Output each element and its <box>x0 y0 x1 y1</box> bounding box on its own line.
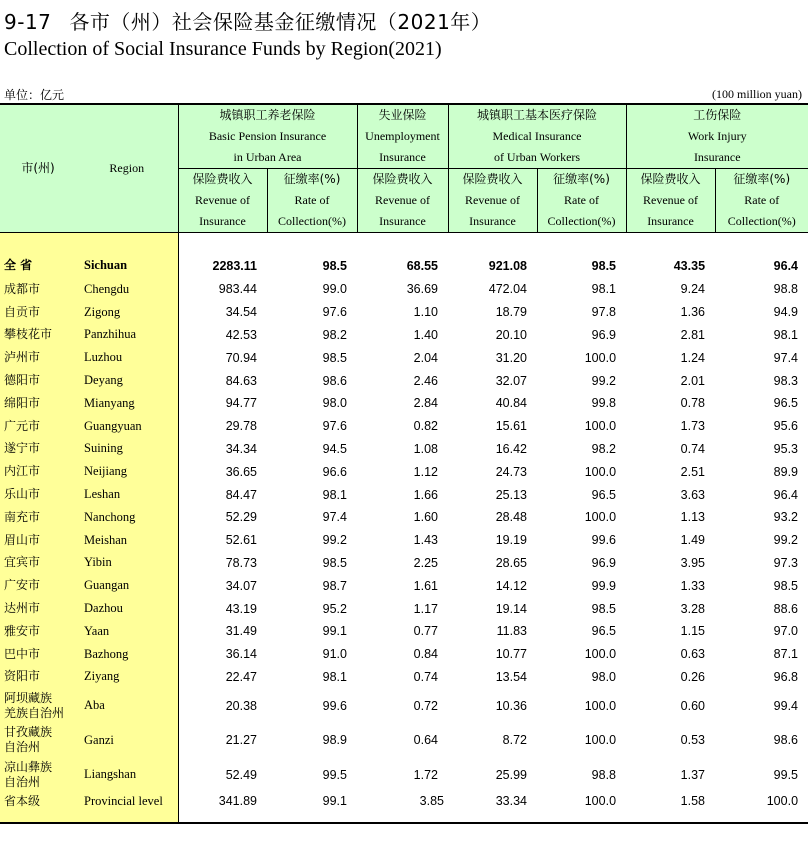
injury-rate-cell: 98.6 <box>773 733 799 748</box>
medical-rate-cell: 100.0 <box>584 510 617 525</box>
table-title-en: Collection of Social Insurance Funds by Region(2021) <box>4 38 442 60</box>
pension-revenue-cell: 36.65 <box>225 464 257 479</box>
pension-rate-cell: 97.6 <box>322 305 347 320</box>
header-city: 市(州) <box>0 104 76 232</box>
pension-revenue-cell: 34.54 <box>225 305 257 320</box>
region-name-cn: 广元市 <box>0 415 76 438</box>
region-name-en: Mianyang <box>76 392 178 415</box>
medical-revenue-cell: 11.83 <box>496 624 527 639</box>
injury-revenue-cell: 1.49 <box>680 533 706 548</box>
unemployment-revenue-cell: 36.69 <box>406 282 438 297</box>
pension-rate-cell: 99.1 <box>322 624 347 639</box>
unemployment-revenue-cell: 2.04 <box>413 350 438 365</box>
region-name-en: Zigong <box>76 301 178 324</box>
injury-rate-cell: 87.1 <box>773 647 799 662</box>
pension-revenue-cell: 22.47 <box>225 669 257 684</box>
medical-revenue-cell: 15.61 <box>495 419 527 434</box>
subheader-revenue: 保险费收入 Revenue of Insurance <box>448 169 537 233</box>
region-name-cn: 内江市 <box>0 460 76 483</box>
pension-rate-cell: 99.6 <box>322 698 347 713</box>
unit-label-en: (100 million yuan) <box>712 87 802 101</box>
pension-rate-cell: 94.5 <box>322 441 347 456</box>
table-title-cn-text: 各市（州）社会保险基金征缴情况（2021年） <box>69 10 492 34</box>
injury-revenue-cell: 1.24 <box>680 350 706 365</box>
injury-revenue-cell: 0.60 <box>680 698 706 713</box>
injury-revenue-cell: 0.78 <box>680 396 706 411</box>
medical-rate-cell: 100.0 <box>537 792 626 823</box>
region-name-cn: 广安市 <box>0 574 76 597</box>
pension-revenue-cell: 42.53 <box>225 327 257 342</box>
header-region: Region <box>76 104 178 232</box>
injury-rate-cell: 96.5 <box>773 396 799 411</box>
pension-rate-cell: 95.2 <box>322 601 347 616</box>
unit-label-cn: 单位：亿元 <box>4 88 65 102</box>
medical-rate-cell: 96.5 <box>591 624 617 639</box>
medical-revenue-cell: 28.48 <box>495 510 527 525</box>
unemployment-revenue-cell: 1.61 <box>413 578 438 593</box>
medical-rate-cell: 98.8 <box>591 767 617 782</box>
medical-revenue-cell: 28.65 <box>495 555 527 570</box>
medical-revenue-cell: 25.99 <box>495 767 527 782</box>
region-name-en: Liangshan <box>76 757 178 792</box>
medical-rate-cell: 100.0 <box>584 350 617 365</box>
injury-revenue-cell: 3.95 <box>680 555 706 570</box>
unemployment-revenue-cell: 3.85 <box>357 792 448 823</box>
injury-rate-cell: 98.3 <box>773 373 799 388</box>
header-medical: 城镇职工基本医疗保险 Medical Insurance of Urban Workers <box>448 104 626 169</box>
pension-revenue-cell: 52.61 <box>225 533 257 548</box>
injury-rate-cell: 98.5 <box>773 578 799 593</box>
medical-rate-cell: 98.5 <box>591 601 617 616</box>
region-name-cn: 宜宾市 <box>0 552 76 575</box>
medical-revenue-cell: 472.04 <box>488 282 527 297</box>
medical-rate-cell: 99.6 <box>591 533 617 548</box>
unemployment-revenue-cell: 0.77 <box>413 624 438 639</box>
table-row <box>0 460 808 483</box>
pension-rate-cell: 98.1 <box>322 487 347 502</box>
pension-revenue-cell: 341.89 <box>178 792 267 823</box>
table-row <box>0 792 808 823</box>
injury-rate-cell: 95.3 <box>773 441 799 456</box>
pension-rate-cell: 99.0 <box>322 282 347 297</box>
unemployment-revenue-cell: 1.66 <box>413 487 438 502</box>
pension-rate-cell: 98.1 <box>322 669 347 684</box>
region-name-en: Dazhou <box>76 597 178 620</box>
medical-rate-cell: 98.1 <box>591 282 617 297</box>
header-injury: 工伤保险 Work Injury Insurance <box>626 104 808 169</box>
region-name-cn: 绵阳市 <box>0 392 76 415</box>
region-name-en: Nanchong <box>76 506 178 529</box>
medical-revenue-cell: 10.36 <box>495 698 527 713</box>
subheader-rate: 征缴率(%) Rate of Collection(%) <box>715 169 808 233</box>
unemployment-revenue-cell: 1.43 <box>413 533 438 548</box>
table-body <box>0 233 808 823</box>
subheader-revenue: 保险费收入 Revenue of Insurance <box>626 169 715 233</box>
pension-revenue-cell: 78.73 <box>225 555 257 570</box>
unemployment-revenue-cell: 68.55 <box>406 259 438 273</box>
region-name-en: Leshan <box>76 483 178 506</box>
injury-revenue-cell: 1.15 <box>680 624 706 639</box>
insurance-table <box>0 103 808 824</box>
header-unemployment: 失业保险 Unemployment Insurance <box>357 104 448 169</box>
injury-rate-cell: 97.3 <box>773 555 799 570</box>
pension-revenue-cell: 52.29 <box>225 510 257 525</box>
region-name-en: Provincial level <box>76 792 178 823</box>
injury-revenue-cell: 1.58 <box>626 792 715 823</box>
unemployment-revenue-cell: 0.64 <box>413 733 438 748</box>
unemployment-revenue-cell: 2.84 <box>413 396 438 411</box>
pension-revenue-cell: 94.77 <box>225 396 257 411</box>
region-name-cn: 阿坝藏族 羌族自治州 <box>0 688 76 723</box>
medical-rate-cell: 100.0 <box>584 698 617 713</box>
unemployment-revenue-cell: 1.12 <box>413 464 438 479</box>
medical-revenue-cell: 24.73 <box>495 464 527 479</box>
injury-rate-cell: 96.8 <box>773 669 799 684</box>
table-row <box>0 552 808 575</box>
medical-rate-cell: 99.9 <box>591 578 617 593</box>
table-row <box>0 483 808 506</box>
pension-revenue-cell: 20.38 <box>225 698 257 713</box>
pension-rate-cell: 97.6 <box>322 419 347 434</box>
region-name-cn: 乐山市 <box>0 483 76 506</box>
table-row <box>0 301 808 324</box>
region-name-en: Neijiang <box>76 460 178 483</box>
pension-rate-cell: 98.0 <box>322 396 347 411</box>
table-row <box>0 723 808 758</box>
table-row <box>0 620 808 643</box>
medical-revenue-cell: 32.07 <box>495 373 527 388</box>
pension-revenue-cell: 2283.11 <box>212 259 257 273</box>
injury-rate-cell: 93.2 <box>773 510 799 525</box>
region-name-cn: 凉山彝族 自治州 <box>0 757 76 792</box>
injury-revenue-cell: 1.33 <box>680 578 706 593</box>
table-row <box>0 529 808 552</box>
injury-revenue-cell: 3.28 <box>680 601 706 616</box>
medical-revenue-cell: 18.79 <box>495 305 527 320</box>
injury-revenue-cell: 2.81 <box>680 327 706 342</box>
unemployment-revenue-cell: 1.08 <box>413 441 438 456</box>
medical-rate-cell: 96.5 <box>591 487 617 502</box>
pension-revenue-cell: 52.49 <box>225 767 257 782</box>
pension-rate-cell: 91.0 <box>322 647 347 662</box>
injury-revenue-cell: 0.74 <box>680 441 706 456</box>
pension-rate-cell: 98.5 <box>322 555 347 570</box>
unemployment-revenue-cell: 2.25 <box>413 555 438 570</box>
region-name-en: Deyang <box>76 369 178 392</box>
injury-rate-cell: 89.9 <box>773 464 799 479</box>
injury-revenue-cell: 3.63 <box>680 487 706 502</box>
pension-revenue-cell: 70.94 <box>225 350 257 365</box>
region-name-cn: 成都市 <box>0 278 76 301</box>
total-row <box>0 239 808 278</box>
region-name-en: Chengdu <box>76 278 178 301</box>
injury-rate-cell: 99.2 <box>773 533 799 548</box>
injury-revenue-cell: 1.37 <box>680 767 706 782</box>
region-name-en: Guangan <box>76 574 178 597</box>
injury-revenue-cell: 43.35 <box>673 259 706 273</box>
injury-rate-cell: 97.4 <box>773 350 799 365</box>
medical-revenue-cell: 31.20 <box>495 350 527 365</box>
injury-rate-cell: 100.0 <box>715 792 808 823</box>
table-row <box>0 324 808 347</box>
injury-rate-cell: 98.1 <box>773 327 799 342</box>
table-row <box>0 369 808 392</box>
injury-revenue-cell: 0.53 <box>680 733 706 748</box>
pension-revenue-cell: 34.34 <box>225 441 257 456</box>
region-name-en: Guangyuan <box>76 415 178 438</box>
injury-rate-cell: 99.5 <box>773 767 799 782</box>
unemployment-revenue-cell: 1.60 <box>413 510 438 525</box>
unemployment-revenue-cell: 0.74 <box>413 669 438 684</box>
medical-rate-cell: 96.9 <box>591 327 617 342</box>
pension-revenue-cell: 29.78 <box>225 419 257 434</box>
pension-rate-cell: 97.4 <box>322 510 347 525</box>
region-name-cn: 全 省 <box>0 239 76 278</box>
pension-rate-cell: 96.6 <box>322 464 347 479</box>
medical-rate-cell: 98.2 <box>591 441 617 456</box>
medical-rate-cell: 97.8 <box>591 305 617 320</box>
injury-revenue-cell: 1.36 <box>680 305 706 320</box>
region-name-en: Luzhou <box>76 346 178 369</box>
pension-rate-cell: 99.5 <box>322 767 347 782</box>
region-name-cn: 巴中市 <box>0 643 76 666</box>
region-name-en: Yaan <box>76 620 178 643</box>
injury-revenue-cell: 0.26 <box>680 669 706 684</box>
injury-revenue-cell: 2.51 <box>680 464 706 479</box>
table-row <box>0 346 808 369</box>
pension-revenue-cell: 36.14 <box>225 647 257 662</box>
injury-rate-cell: 96.4 <box>773 259 799 273</box>
table-row <box>0 392 808 415</box>
injury-revenue-cell: 1.13 <box>680 510 706 525</box>
medical-revenue-cell: 8.72 <box>502 733 527 748</box>
medical-revenue-cell: 33.34 <box>448 792 537 823</box>
subheader-revenue: 保险费收入 Revenue of Insurance <box>357 169 448 233</box>
pension-revenue-cell: 84.47 <box>225 487 257 502</box>
injury-rate-cell: 95.6 <box>773 419 799 434</box>
region-name-cn: 攀枝花市 <box>0 324 76 347</box>
table-row <box>0 688 808 723</box>
header-pension: 城镇职工养老保险 Basic Pension Insurance in Urban Area <box>178 104 357 169</box>
medical-rate-cell: 100.0 <box>584 733 617 748</box>
region-name-cn: 资阳市 <box>0 666 76 689</box>
injury-rate-cell: 88.6 <box>773 601 799 616</box>
region-name-cn: 遂宁市 <box>0 438 76 461</box>
unemployment-revenue-cell: 1.40 <box>413 327 438 342</box>
pension-rate-cell: 98.6 <box>322 373 347 388</box>
medical-rate-cell: 98.5 <box>591 259 617 273</box>
medical-revenue-cell: 921.08 <box>488 259 527 273</box>
injury-revenue-cell: 2.01 <box>680 373 706 388</box>
injury-rate-cell: 94.9 <box>773 305 799 320</box>
pension-rate-cell: 99.1 <box>267 792 357 823</box>
medical-revenue-cell: 19.14 <box>495 601 527 616</box>
medical-rate-cell: 100.0 <box>584 647 617 662</box>
medical-revenue-cell: 13.54 <box>495 669 527 684</box>
medical-revenue-cell: 19.19 <box>495 533 527 548</box>
unemployment-revenue-cell: 0.84 <box>413 647 438 662</box>
table-row <box>0 574 808 597</box>
table-row <box>0 506 808 529</box>
region-name-en: Panzhihua <box>76 324 178 347</box>
medical-rate-cell: 100.0 <box>584 419 617 434</box>
region-name-en: Sichuan <box>76 239 178 278</box>
medical-rate-cell: 98.0 <box>591 669 617 684</box>
injury-revenue-cell: 1.73 <box>680 419 706 434</box>
pension-revenue-cell: 34.07 <box>225 578 257 593</box>
pension-rate-cell: 99.2 <box>322 533 347 548</box>
table-row <box>0 643 808 666</box>
region-name-en: Ganzi <box>76 723 178 758</box>
subheader-revenue: 保险费收入 Revenue of Insurance <box>178 169 267 233</box>
medical-rate-cell: 99.8 <box>591 396 617 411</box>
unemployment-revenue-cell: 1.72 <box>413 767 438 782</box>
pension-rate-cell: 98.7 <box>322 578 347 593</box>
medical-revenue-cell: 20.10 <box>495 327 527 342</box>
pension-rate-cell: 98.2 <box>322 327 347 342</box>
unemployment-revenue-cell: 0.82 <box>413 419 438 434</box>
table-row <box>0 597 808 620</box>
region-name-cn: 泸州市 <box>0 346 76 369</box>
unemployment-revenue-cell: 2.46 <box>413 373 438 388</box>
table-row <box>0 666 808 689</box>
region-name-en: Bazhong <box>76 643 178 666</box>
injury-rate-cell: 99.4 <box>773 698 799 713</box>
pension-revenue-cell: 983.44 <box>218 282 257 297</box>
table-row <box>0 438 808 461</box>
medical-rate-cell: 96.9 <box>591 555 617 570</box>
region-name-en: Aba <box>76 688 178 723</box>
table-row <box>0 278 808 301</box>
pension-rate-cell: 98.5 <box>322 350 347 365</box>
medical-revenue-cell: 16.42 <box>495 441 527 456</box>
unemployment-revenue-cell: 1.17 <box>413 601 438 616</box>
pension-revenue-cell: 43.19 <box>225 601 257 616</box>
unemployment-revenue-cell: 1.10 <box>413 305 438 320</box>
injury-revenue-cell: 0.63 <box>680 647 706 662</box>
injury-rate-cell: 98.8 <box>773 282 799 297</box>
region-name-cn: 雅安市 <box>0 620 76 643</box>
pension-rate-cell: 98.5 <box>322 259 347 273</box>
region-name-cn: 南充市 <box>0 506 76 529</box>
region-name-cn: 省本级 <box>0 792 76 823</box>
region-name-en: Yibin <box>76 552 178 575</box>
region-name-cn: 甘孜藏族 自治州 <box>0 723 76 758</box>
medical-rate-cell: 100.0 <box>584 464 617 479</box>
pension-revenue-cell: 84.63 <box>225 373 257 388</box>
region-name-en: Meishan <box>76 529 178 552</box>
region-name-cn: 达州市 <box>0 597 76 620</box>
injury-revenue-cell: 9.24 <box>680 282 706 297</box>
region-name-en: Ziyang <box>76 666 178 689</box>
medical-revenue-cell: 25.13 <box>495 487 527 502</box>
pension-revenue-cell: 21.27 <box>225 733 257 748</box>
subheader-rate: 征缴率(%) Rate of Collection(%) <box>267 169 357 233</box>
medical-revenue-cell: 14.12 <box>495 578 527 593</box>
unemployment-revenue-cell: 0.72 <box>413 698 438 713</box>
region-name-en: Suining <box>76 438 178 461</box>
pension-rate-cell: 98.9 <box>322 733 347 748</box>
region-name-cn: 自贡市 <box>0 301 76 324</box>
medical-revenue-cell: 40.84 <box>495 396 527 411</box>
table-title-cn <box>4 6 491 35</box>
region-name-cn: 眉山市 <box>0 529 76 552</box>
pension-revenue-cell: 31.49 <box>225 624 257 639</box>
table-row <box>0 415 808 438</box>
region-name-cn: 德阳市 <box>0 369 76 392</box>
table-row <box>0 757 808 792</box>
medical-rate-cell: 99.2 <box>591 373 617 388</box>
injury-rate-cell: 96.4 <box>773 487 799 502</box>
subheader-rate: 征缴率(%) Rate of Collection(%) <box>537 169 626 233</box>
medical-revenue-cell: 10.77 <box>495 647 527 662</box>
table-number: 9-17 <box>4 10 52 34</box>
injury-rate-cell: 97.0 <box>773 624 799 639</box>
